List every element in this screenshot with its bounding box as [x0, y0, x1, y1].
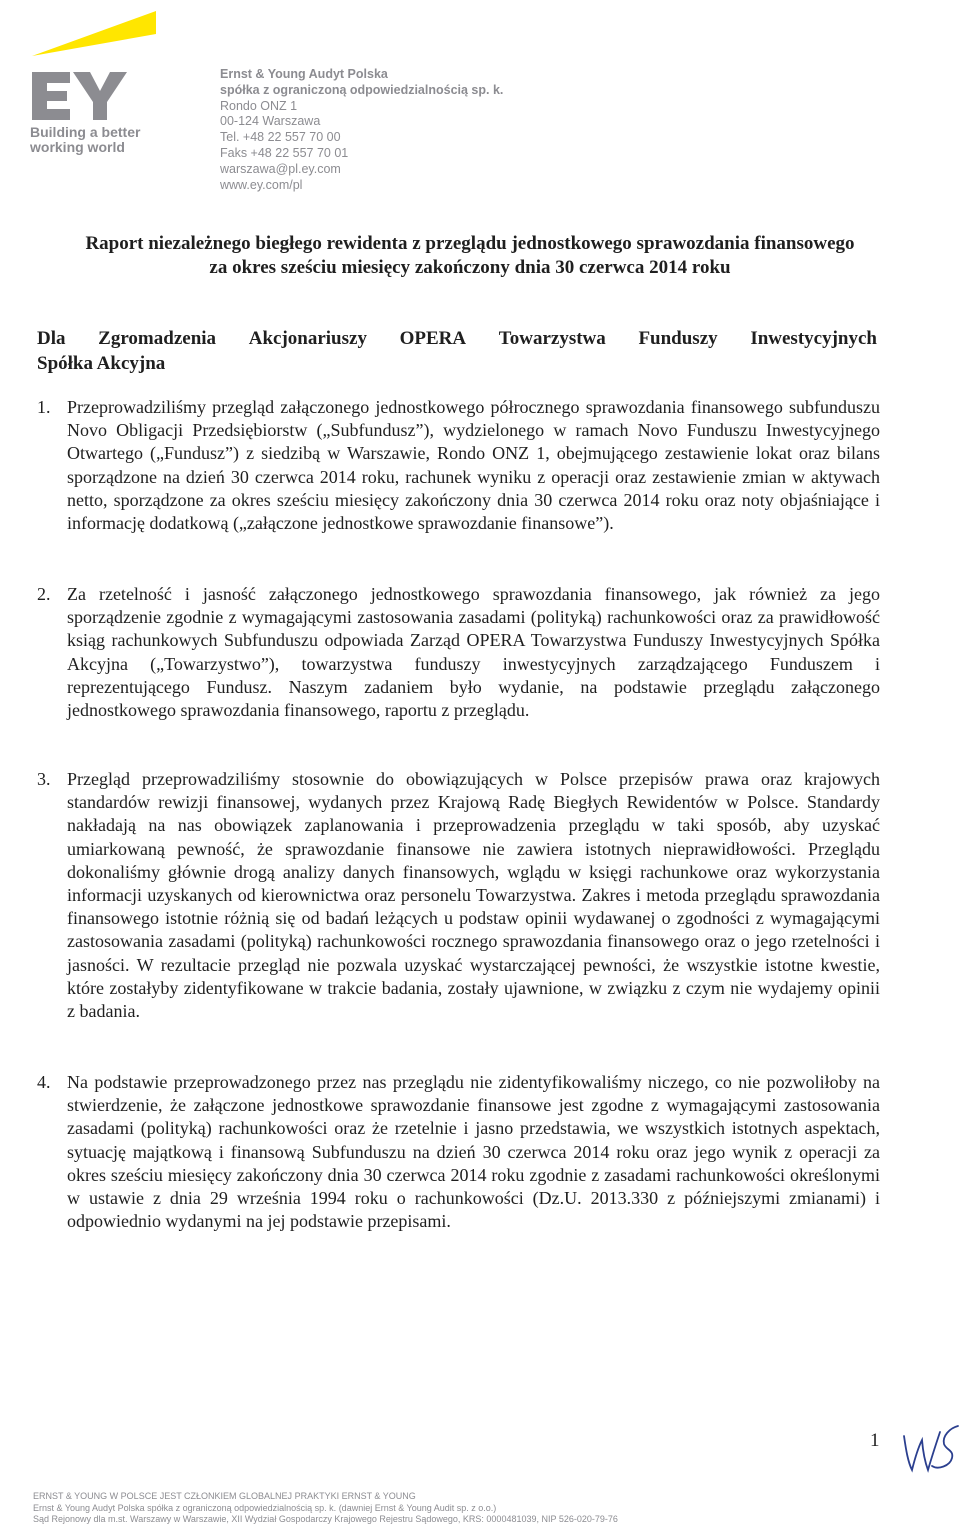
- paragraph-2: [37, 583, 880, 722]
- addressee-word: Towarzystwa: [498, 328, 606, 349]
- logo-letter-y: [73, 72, 127, 120]
- address-line-2: 00-124 Warszawa: [220, 114, 321, 129]
- phone: Tel. +48 22 557 70 00: [220, 130, 341, 145]
- footer-line-3: Sąd Rejonowy dla m.st. Warszawy w Warszawie, XII Wydział Gospodarczy Krajowego Rejestru Sądowego, KRS: 0000481039, NIP 526-020-79-76: [33, 1514, 618, 1525]
- paragraph-number: 4.: [37, 1072, 51, 1092]
- website-link[interactable]: www.ey.com/pl: [220, 177, 303, 192]
- page-footer: [33, 1491, 618, 1526]
- handwritten-signature: [898, 1418, 960, 1478]
- firm-name: Ernst & Young Audyt Polska: [220, 67, 388, 81]
- tagline-line-2: working world: [30, 139, 125, 155]
- paragraph-text: Za rzetelność i jasność załączonego jednostkowego sprawozdania finansowego, jak również za jego sporządzenie zgodnie z wymagającymi zastosowania zasadami (polityką) rachunkowości oraz za prawidłowość ksiąg rachunkowych Subfunduszu odpowiada Zarząd OPERA Towarzystwa Funduszy Inwestycyjnych Spółka Akcyjna („Towarzystwo”), towarzystwa funduszy inwestycyjnych zarządzającego Funduszem i reprezentującego Fundusz. Naszym zadaniem było wydanie, na podstawie przeglądu załączonego jednostkowego sprawozdania finansowego, raportu z przeglądu.: [67, 584, 880, 721]
- paragraph-4: [37, 1071, 880, 1233]
- fax: Faks +48 22 557 70 01: [220, 145, 349, 160]
- email-link[interactable]: warszawa@pl.ey.com: [220, 161, 341, 176]
- signature-stroke-w: [904, 1432, 940, 1470]
- logo-letter-e: [32, 72, 70, 120]
- firm-legal-form: spółka z ograniczoną odpowiedzialnością sp. k.: [220, 82, 504, 97]
- footer-line-2: Ernst & Young Audyt Polska spółka z ograniczoną odpowiedzialnością sp. k. (dawniej Ernst & Young Audit sp. z o.o.): [33, 1502, 497, 1513]
- paragraph-text: Przegląd przeprowadziliśmy stosownie do obowiązujących w Polsce przepisów prawa oraz krajowych standardów rewizji finansowej, wydanych przez Krajową Radę Biegłych Rewidentów w Polsce. Standardy nakładają na nas obowiązek zaplanowania i przeprowadzenia przeglądu w taki sposób, aby uzyskać umiarkowaną pewność, że sprawozdanie finansowe nie zawiera istotnych nieprawidłowości. Przeglądu dokonaliśmy głównie drogą analizy danych finansowych, wglądu w księgi rachunkowe oraz wykorzystania informacji uzyskanych od kierownictwa oraz personelu Towarzystwa. Zakres i metoda przeglądu sprawozdania finansowego istotnie różnią się od badań leżących u podstaw opinii wydawanej o zgodności z wymagającymi zastosowania zasadami (polityką) rachunkowości rocznego sprawozdania finansowego oraz o jego rzetelności i jasności. W rezultacie przegląd nie pozwala uzyskać wystarczającej pewności, że wszystkie istotne kwestie, które zostałyby zidentyfikowane w trakcie badania, zostały ujawnione, w związku z czym nie wydajemy opinii z badania.: [67, 769, 880, 1022]
- footer-line-1: ERNST & YOUNG W POLSCE JEST CZŁONKIEM GLOBALNEJ PRAKTYKI ERNST & YOUNG: [33, 1491, 416, 1501]
- addressee-word: Dla: [37, 328, 66, 349]
- paragraph-number: 2.: [37, 584, 51, 604]
- paragraph-1: [37, 396, 880, 535]
- paragraph-text: Przeprowadziliśmy przegląd załączonego jednostkowego półrocznego sprawozdania finansowego subfunduszu Novo Obligacji Przedsiębiorstw („Subfundusz”), wydzielonego w ramach Novo Funduszu Inwestycyjnego Otwartego („Fundusz”) z siedzibą w Warszawie, Rondo ONZ 1, obejmującego zestawienie lokat oraz bilans sporządzone na dzień 30 czerwca 2014 roku, rachunek wyniku z operacji oraz zestawienie zmian w aktywach netto, sporządzone za okres sześciu miesięcy zakończony dnia 30 czerwca 2014 roku oraz noty objaśniające i informację dodatkową („załączone jednostkowe sprawozdanie finansowe”).: [67, 397, 880, 534]
- paragraph-text: Na podstawie przeprowadzonego przez nas przeglądu nie zidentyfikowaliśmy niczego, co nie pozwoliłoby na stwierdzenie, że załączone jednostkowe sprawozdanie finansowe jest zgodne z wymagającymi zastosowania zasadami (polityką) rachunkowości oraz że rzetelnie i jasno przedstawia, we wszystkich istotnych aspektach, sytuację majątkową i finansową Subfunduszu na dzień 30 czerwca 2014 roku oraz jego wynik z operacji za okres sześciu miesięcy zakończony dnia 30 czerwca 2014 roku zgodnie z zasadami rachunkowości określonymi w ustawie z dnia 29 września 1994 roku o rachunkowości (Dz.U. 2013.330 z późniejszymi zmianami) i odpowiednio wydanymi na jej podstawie przepisami.: [67, 1072, 880, 1232]
- address-line-1: Rondo ONZ 1: [220, 98, 298, 113]
- addressee: [37, 326, 877, 376]
- paragraph-number: 3.: [37, 769, 51, 789]
- firm-address-block: [220, 67, 503, 193]
- tagline-line-1: Building a better: [30, 124, 141, 140]
- addressee-line-2: Spółka Akcyjna: [37, 353, 166, 374]
- logo-beam: [32, 11, 156, 56]
- addressee-line-1: [37, 326, 877, 351]
- report-title-line-2: za okres sześciu miesięcy zakończony dnia 30 czerwca 2014 roku: [209, 257, 731, 278]
- addressee-word: OPERA: [399, 328, 467, 349]
- addressee-word: Akcjonariuszy: [248, 328, 367, 349]
- logo-tagline: [30, 125, 140, 155]
- ey-logo-icon: [30, 8, 160, 123]
- paragraph-number: 1.: [37, 397, 51, 417]
- page-number: 1: [870, 1430, 880, 1451]
- addressee-word: Inwestycyjnych: [750, 328, 877, 349]
- report-title-line-1: Raport niezależnego biegłego rewidenta z przeglądu jednostkowego sprawozdania finansowego: [85, 233, 855, 254]
- addressee-word: Funduszy: [638, 328, 718, 349]
- addressee-word: Zgromadzenia: [98, 328, 217, 349]
- paragraph-3: [37, 768, 880, 1023]
